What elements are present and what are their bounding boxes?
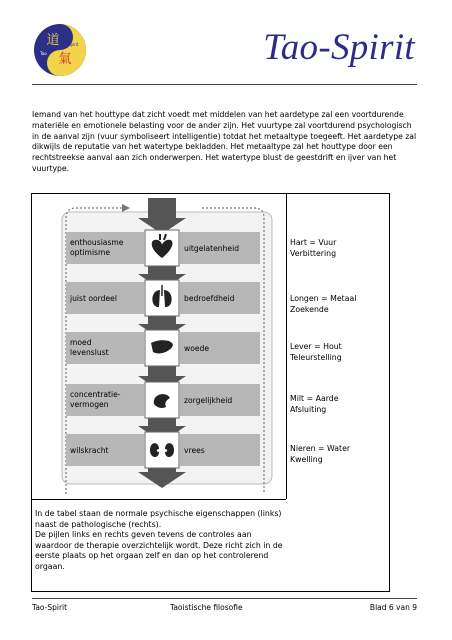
organ-emotion-spleen: Afsluiting [290,404,327,414]
pathological-trait-label: vrees [184,446,205,455]
footer-left: Tao-Spirit [32,603,68,612]
normal-trait-label: enthousiasme [70,238,124,247]
organ-element-liver: Lever = Hout [290,342,342,351]
intro-text [32,110,417,175]
footer-divider [32,598,417,599]
footer-center: Taoistische filosofie [170,603,243,612]
organ-element-lungs: Longen = Metaal [290,294,357,303]
organ-emotion-kidneys: Kwelling [290,454,323,464]
pathological-trait-label: uitgelatenheid [184,244,240,253]
figure-caption [35,509,283,573]
caption-line-2: De pijlen links en rechts geven tevens de controles aan waardoor de therapie overzichtelijk wordt. Deze richt zich in de eerste plaats op het orgaan zelf en dan op het controlerend orgaan. [35,530,283,571]
normal-trait-label: juist oordeel [70,294,117,303]
normal-trait-label: optimisme [70,248,111,257]
logo-glyph-qi: 氣 [58,52,72,67]
organ-label-liver [290,342,386,363]
brand-title: Tao-Spirit [263,27,415,68]
organ-emotion-heart: Verbittering [290,248,337,258]
organ-element-heart: Hart = Vuur [290,238,337,247]
pathological-trait-label: zorgelijkheid [184,396,233,405]
normal-trait-label: concentratie- [70,390,121,399]
organ-emotion-lungs: Zoekende [290,304,329,314]
organ-label-kidneys [290,444,386,465]
normal-trait-label: vermogen [70,400,109,409]
emotions-organs-diagram [42,194,282,494]
organ-label-heart [290,238,386,259]
normal-trait-label: levenslust [70,348,109,357]
pathological-trait-label: woede [184,344,210,353]
intro-paragraph: Iemand van het houttype dat zicht voedt met middelen van het aardetype zal een voortdurende materiële en emotionele belasting voor de ander zijn. Het vuurtype zal voortdurend psychologisch in de aanval zijn (vuur symboliseert intelligentie) totdat het metaaltype toegeeft. Het aardetype zal dikwijls de reputatie van het watertype bekladden. Het metaaltype zal het houttype door een rechtstreekse aanval aan zich onderwerpen. Het watertype blust de geestdrift en ijver van het vuurtype. [32,110,417,173]
organ-element-spleen: Milt = Aarde [290,394,339,403]
pathological-trait-label: bedroefdheid [184,294,235,303]
organ-emotion-liver: Teleurstelling [290,352,342,362]
left-arrow-head [122,204,130,212]
figure-row-divider [32,499,286,500]
organ-label-lungs [290,294,386,315]
logo-glyph-tao: 道 [46,33,60,48]
logo-small-tao: Tao [40,51,47,56]
caption-line-1: In de tabel staan de normale psychische eigenschappen (links) naast de pathologische (rechts). [35,509,282,529]
header-divider [32,84,417,85]
normal-trait-label: wilskracht [70,446,109,455]
logo-small-spirit: Spirit [68,42,79,47]
figure-table [31,193,390,592]
normal-trait-label: moed [70,338,92,347]
organ-label-spleen [290,394,386,415]
organ-element-kidneys: Nieren = Water [290,444,351,453]
tao-spirit-logo [32,22,88,78]
footer-page-number: Blad 6 van 9 [369,603,417,612]
figure-column-divider [286,194,287,499]
